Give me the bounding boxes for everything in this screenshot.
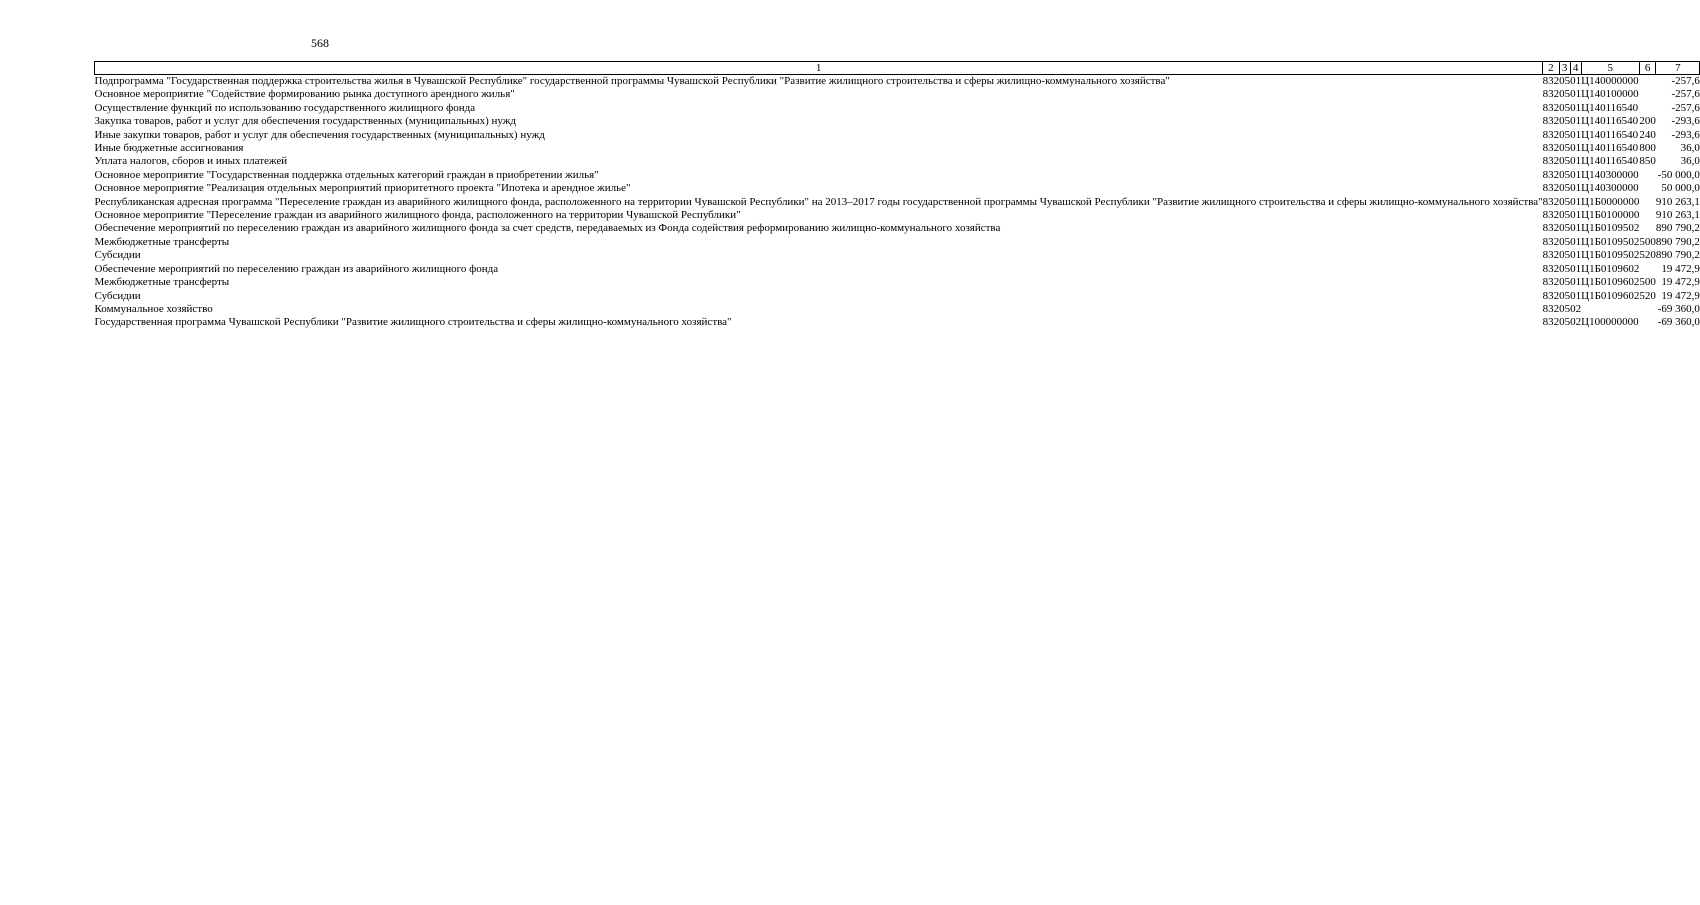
table-row xyxy=(95,142,1700,155)
row-name: Межбюджетные трансферты xyxy=(94,235,230,248)
row-name: Основное мероприятие "Переселение граждан из аварийного жилищного фонда, расположенного на территории Чувашской Республики" xyxy=(94,209,741,222)
table-row xyxy=(95,169,1700,182)
row-expense-type: 500 xyxy=(1639,276,1656,289)
row-amount: -257,6 xyxy=(1671,88,1700,101)
row-subsection-code: 01 xyxy=(1570,101,1582,114)
row-target-article: Ц140116540 xyxy=(1581,155,1639,168)
table-row xyxy=(95,276,1700,289)
row-gr-code: 832 xyxy=(1542,249,1560,262)
row-section-code: 05 xyxy=(1559,222,1571,235)
row-expense-type xyxy=(1639,196,1656,209)
row-gr-code: 832 xyxy=(1542,289,1560,302)
row-gr-code: 832 xyxy=(1542,209,1560,222)
row-section-code: 05 xyxy=(1559,262,1571,275)
row-section-code: 05 xyxy=(1559,235,1571,248)
row-target-article: Ц1Б0109502 xyxy=(1581,249,1640,262)
table-row xyxy=(95,209,1700,222)
row-target-article: Ц140100000 xyxy=(1581,88,1639,101)
table-row xyxy=(95,129,1700,142)
row-amount: 19 472,9 xyxy=(1661,289,1700,302)
row-expense-type: 800 xyxy=(1639,142,1656,155)
row-target-article: Ц140116540 xyxy=(1581,101,1639,114)
row-amount: 910 263,1 xyxy=(1655,209,1700,222)
row-expense-type xyxy=(1639,222,1656,235)
row-gr-code: 832 xyxy=(1542,155,1560,168)
row-amount: 19 472,9 xyxy=(1661,276,1700,289)
row-name: Межбюджетные трансферты xyxy=(94,276,230,289)
row-expense-type xyxy=(1639,88,1656,101)
row-subsection-code: 01 xyxy=(1570,235,1582,248)
row-subsection-code: 02 xyxy=(1570,316,1582,329)
row-gr-code: 832 xyxy=(1542,262,1560,275)
row-amount: -293,6 xyxy=(1671,115,1700,128)
row-section-code: 05 xyxy=(1559,128,1571,141)
row-target-article: Ц140300000 xyxy=(1581,182,1639,195)
row-target-article: Ц1Б0109602 xyxy=(1581,262,1640,275)
row-section-code: 05 xyxy=(1559,142,1571,155)
row-target-article: Ц1Б0000000 xyxy=(1581,195,1640,208)
row-gr-code: 832 xyxy=(1542,115,1560,128)
row-gr-code: 832 xyxy=(1542,222,1560,235)
row-section-code: 05 xyxy=(1559,168,1571,181)
row-gr-code: 832 xyxy=(1542,316,1560,329)
row-gr-code: 832 xyxy=(1542,195,1560,208)
row-expense-type: 520 xyxy=(1639,249,1656,262)
row-gr-code: 832 xyxy=(1542,88,1560,101)
row-amount: -69 360,0 xyxy=(1657,316,1700,329)
row-section-code: 05 xyxy=(1559,209,1571,222)
row-target-article: Ц100000000 xyxy=(1581,316,1639,329)
row-name: Основное мероприятие "Реализация отдельных мероприятий приоритетного проекта "Ипотека и арендное жилье" xyxy=(94,182,631,195)
row-target-article: Ц140116540 xyxy=(1581,142,1639,155)
row-target-article: Ц1Б0109502 xyxy=(1581,235,1640,248)
row-section-code: 05 xyxy=(1559,155,1571,168)
row-amount: 890 790,2 xyxy=(1655,249,1700,262)
row-name: Республиканская адресная программа "Переселение граждан из аварийного жилищного фонда, расположенного на территории Чувашской Республики" на 2013–2017 годы государственной программы Чувашской Республики "Развитие жилищного строительства и сферы жилищно-коммунального хозяйства" xyxy=(94,195,1543,208)
row-amount: -293,6 xyxy=(1671,128,1700,141)
table-row xyxy=(95,182,1700,195)
row-expense-type xyxy=(1639,316,1656,329)
row-subsection-code: 01 xyxy=(1570,128,1582,141)
row-expense-type: 520 xyxy=(1639,289,1656,302)
table-row xyxy=(95,222,1700,235)
row-subsection-code: 02 xyxy=(1570,302,1582,315)
row-subsection-code: 01 xyxy=(1570,115,1582,128)
row-subsection-code: 01 xyxy=(1570,276,1582,289)
row-name: Коммунальное хозяйство xyxy=(94,302,213,315)
row-target-article: Ц140116540 xyxy=(1581,115,1639,128)
row-name: Обеспечение мероприятий по переселению граждан из аварийного жилищного фонда за счет средств, передаваемых из Фонда содействия реформированию жилищно-коммунального хозяйства xyxy=(94,222,1001,235)
row-name: Основное мероприятие "Государственная поддержка отдельных категорий граждан в приобретении жилья" xyxy=(94,168,599,181)
row-amount: 36,0 xyxy=(1680,155,1700,168)
column-header: 2 xyxy=(1543,62,1560,75)
row-target-article: Ц1Б0109602 xyxy=(1581,289,1640,302)
row-gr-code: 832 xyxy=(1542,276,1560,289)
row-expense-type: 200 xyxy=(1639,115,1656,128)
table-row xyxy=(95,249,1700,262)
row-name: Осуществление функций по использованию государственного жилищного фонда xyxy=(94,101,476,114)
row-subsection-code: 01 xyxy=(1570,168,1582,181)
column-header: 3 xyxy=(1559,62,1570,75)
row-target-article: Ц1Б0109502 xyxy=(1581,222,1640,235)
row-expense-type xyxy=(1639,182,1656,195)
row-section-code: 05 xyxy=(1559,316,1571,329)
row-subsection-code: 01 xyxy=(1570,209,1582,222)
row-subsection-code: 01 xyxy=(1570,222,1582,235)
row-gr-code: 832 xyxy=(1542,302,1560,315)
table-row xyxy=(95,88,1700,101)
row-section-code: 05 xyxy=(1559,302,1571,315)
column-header: 7 xyxy=(1656,62,1700,75)
row-target-article: Ц140300000 xyxy=(1581,168,1639,181)
row-amount: -69 360,0 xyxy=(1657,302,1700,315)
row-target-article: Ц140116540 xyxy=(1581,128,1639,141)
row-name: Субсидии xyxy=(94,249,141,262)
row-name: Основное мероприятие "Содействие формированию рынка доступного арендного жилья" xyxy=(94,88,515,101)
row-expense-type: 240 xyxy=(1639,128,1656,141)
table-row xyxy=(95,115,1700,128)
table-row xyxy=(95,263,1700,276)
row-expense-type xyxy=(1639,263,1656,276)
row-amount: -257,6 xyxy=(1671,101,1700,114)
row-section-code: 05 xyxy=(1559,276,1571,289)
row-subsection-code: 01 xyxy=(1570,289,1582,302)
page-number: 568 xyxy=(311,36,329,50)
row-target-article: Ц1Б0109602 xyxy=(1581,276,1640,289)
row-amount: 890 790,2 xyxy=(1655,222,1700,235)
row-amount: 19 472,9 xyxy=(1661,262,1700,275)
row-name: Уплата налогов, сборов и иных платежей xyxy=(94,155,288,168)
row-gr-code: 832 xyxy=(1542,75,1560,87)
row-amount: -50 000,0 xyxy=(1657,168,1700,181)
row-section-code: 05 xyxy=(1559,182,1571,195)
row-name: Закупка товаров, работ и услуг для обеспечения государственных (муниципальных) нужд xyxy=(94,115,516,128)
row-section-code: 05 xyxy=(1559,115,1571,128)
row-expense-type: 850 xyxy=(1639,155,1656,168)
row-section-code: 05 xyxy=(1559,249,1571,262)
row-name: Обеспечение мероприятий по переселению граждан из аварийного жилищного фонда xyxy=(94,262,499,275)
row-subsection-code: 01 xyxy=(1570,155,1582,168)
row-section-code: 05 xyxy=(1559,195,1571,208)
row-subsection-code: 01 xyxy=(1570,195,1582,208)
table-row xyxy=(95,236,1700,249)
row-subsection-code: 01 xyxy=(1570,249,1582,262)
row-subsection-code: 01 xyxy=(1570,75,1582,87)
row-section-code: 05 xyxy=(1559,88,1571,101)
column-header: 6 xyxy=(1639,62,1656,75)
table-row xyxy=(95,290,1700,303)
row-subsection-code: 01 xyxy=(1570,88,1582,101)
table-row xyxy=(95,316,1700,329)
row-amount: 890 790,2 xyxy=(1655,235,1700,248)
table-row xyxy=(95,102,1700,115)
row-target-article: Ц140000000 xyxy=(1581,75,1639,87)
row-amount: 50 000,0 xyxy=(1661,182,1700,195)
row-amount: 910 263,1 xyxy=(1655,195,1700,208)
table-body xyxy=(95,75,1700,330)
column-header: 4 xyxy=(1570,62,1581,75)
table-row xyxy=(95,196,1700,209)
row-subsection-code: 01 xyxy=(1570,142,1582,155)
column-number-header xyxy=(95,62,1700,75)
row-amount: -257,6 xyxy=(1671,75,1700,87)
row-name: Иные закупки товаров, работ и услуг для обеспечения государственных (муниципальных) нужд xyxy=(94,128,545,141)
row-expense-type xyxy=(1639,169,1656,182)
row-expense-type xyxy=(1639,303,1656,316)
row-amount: 36,0 xyxy=(1680,142,1700,155)
row-section-code: 05 xyxy=(1559,75,1571,87)
row-gr-code: 832 xyxy=(1542,168,1560,181)
row-expense-type xyxy=(1639,209,1656,222)
row-subsection-code: 01 xyxy=(1570,182,1582,195)
row-section-code: 05 xyxy=(1559,289,1571,302)
row-name: Иные бюджетные ассигнования xyxy=(94,142,244,155)
column-header: 1 xyxy=(95,62,1543,75)
row-expense-type xyxy=(1639,102,1656,115)
row-name: Государственная программа Чувашской Республики "Развитие жилищного строительства и сферы жилищно-коммунального хозяйства" xyxy=(94,316,732,329)
row-target-article xyxy=(1581,303,1639,316)
row-expense-type: 500 xyxy=(1639,235,1656,248)
table-row xyxy=(95,75,1700,89)
row-gr-code: 832 xyxy=(1542,182,1560,195)
row-gr-code: 832 xyxy=(1542,142,1560,155)
row-gr-code: 832 xyxy=(1542,235,1560,248)
row-expense-type xyxy=(1639,75,1656,89)
column-header: 5 xyxy=(1581,62,1639,75)
row-subsection-code: 01 xyxy=(1570,262,1582,275)
row-name: Субсидии xyxy=(94,289,141,302)
row-gr-code: 832 xyxy=(1542,128,1560,141)
row-name: Подпрограмма "Государственная поддержка строительства жилья в Чувашской Республике" государственной программы Чувашской Республики "Развитие жилищного строительства и сферы жилищно-коммунального хозяйства" xyxy=(94,75,1170,87)
table-row xyxy=(95,155,1700,168)
row-target-article: Ц1Б0100000 xyxy=(1581,209,1640,222)
budget-table xyxy=(94,61,1700,330)
table-row xyxy=(95,303,1700,316)
row-section-code: 05 xyxy=(1559,101,1571,114)
row-gr-code: 832 xyxy=(1542,101,1560,114)
